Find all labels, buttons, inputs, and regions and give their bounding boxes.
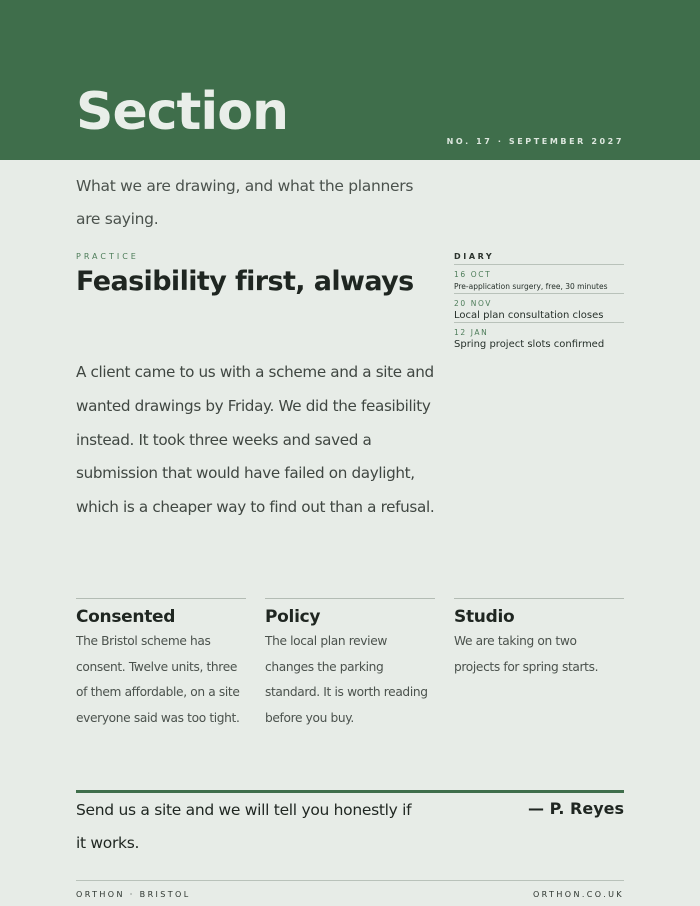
column-title: Policy	[265, 607, 321, 627]
news-column-consented	[76, 598, 246, 731]
quote-divider	[76, 790, 624, 793]
diary-item	[454, 294, 624, 323]
pull-quote: Send us a site and we will tell you honestly if it works.	[76, 801, 412, 852]
column-title: Studio	[454, 607, 515, 627]
footer-location: ORTHON · BRISTOL	[76, 890, 191, 899]
feature-headline: Feasibility first, always	[76, 266, 414, 297]
quote-attribution: — P. Reyes	[528, 799, 624, 818]
column-text: The Bristol scheme has consent. Twelve units, three of them affordable, on a site everyone said was too tight.	[76, 634, 240, 725]
feature-body: A client came to us with a scheme and a site and wanted drawings by Friday. We did the feasibility instead. It took three weeks and saved a submission that would have failed on daylight, which is a cheaper way to find out than a refusal.	[76, 363, 435, 517]
diary-date: 12 JAN	[454, 328, 489, 337]
header-banner	[0, 0, 700, 160]
news-column-policy	[265, 598, 435, 731]
diary-text: Spring project slots confirmed	[454, 339, 605, 350]
column-text: We are taking on two projects for spring starts.	[454, 634, 599, 674]
intro-text: What we are drawing, and what the planners are saying.	[76, 177, 414, 228]
column-text: The local plan review changes the parking standard. It is worth reading before you buy.	[265, 634, 428, 725]
news-column-studio	[454, 598, 624, 680]
diary-panel	[454, 252, 624, 352]
issue-line: NO. 17 · SEPTEMBER 2027	[446, 137, 624, 146]
section-kicker: PRACTICE	[76, 252, 139, 261]
column-title: Consented	[76, 607, 176, 627]
footer-website-link[interactable]: ORTHON.CO.UK	[532, 890, 624, 899]
diary-text: Pre-application surgery, free, 30 minutes	[454, 282, 608, 291]
footer-divider	[76, 880, 624, 881]
diary-date: 20 NOV	[454, 299, 493, 308]
diary-title: DIARY	[454, 252, 624, 265]
diary-item	[454, 265, 624, 294]
diary-date: 16 OCT	[454, 270, 492, 279]
masthead-title: Section	[76, 82, 288, 142]
diary-text: Local plan consultation closes	[454, 310, 604, 321]
diary-item	[454, 323, 624, 352]
